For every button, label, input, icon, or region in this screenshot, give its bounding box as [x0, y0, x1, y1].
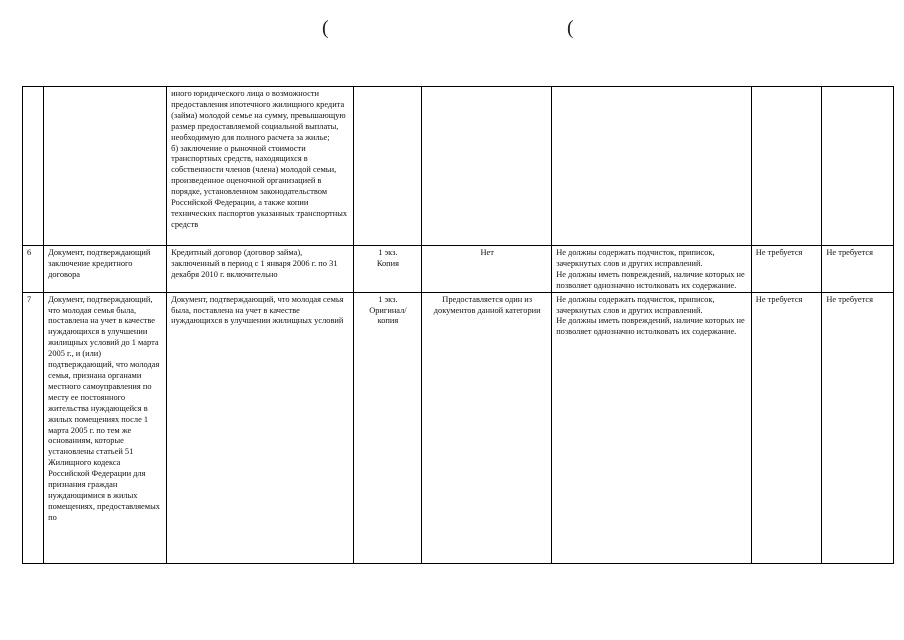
table-row — [23, 246, 894, 293]
copies-cell: 1 экз. Оригинал/ копия — [353, 292, 422, 563]
document-name-cell: Документ, подтверждающий заключение кредитного договора — [44, 246, 167, 293]
requirement-cell-8 — [822, 87, 894, 246]
requirement-cell-8: Не требуется — [822, 292, 894, 563]
document-description-cell: иного юридического лица о возможности предоставления ипотечного жилищного кредита (займа) молодой семье на сумму, превышающую размер предоставляемой социальной выплаты, необходимую для полного расчета за жилье; б) заключение о рыночной стоимости транспортных средств, находящихся в собственности членов (члена) молодой семьи, произведенное оценочной организацией в порядке, установленном законодательством Российской Федерации, а также копии технических паспортов указанных транспортных средств — [167, 87, 353, 246]
requirements-cell: Не должны содержать подчисток, приписок, зачеркнутых слов и других исправлений. Не должны иметь повреждений, наличие которых не позволяет однозначно истолковать их содержание. — [552, 246, 752, 293]
copies-cell: 1 экз. Копия — [353, 246, 422, 293]
document-name-cell — [44, 87, 167, 246]
requirement-cell-8: Не требуется — [822, 246, 894, 293]
requirements-cell: Не должны содержать подчисток, приписок, зачеркнутых слов и других исправлений. Не должны иметь повреждений, наличие которых не позволяет однозначно истолковать их содержание. — [552, 292, 752, 563]
document-name-cell: Документ, подтверждающий, что молодая семья была, поставлена на учет в качестве нуждающихся в улучшении жилищных условий до 1 марта 2005 г., и (или) подтверждающий, что молодая семья, признана органами местного самоуправления по месту ее постоянного жительства нуждающейся в жилых помещениях после 1 марта 2005 г. по тем же основаниям, которые установлены статьей 51 Жилищного кодекса Российской Федерации для признания граждан нуждающимися в жилых помещениях, предоставляемых по — [44, 292, 167, 563]
row-number — [23, 87, 44, 246]
requirement-cell-7: Не требуется — [751, 246, 822, 293]
table-row — [23, 87, 894, 246]
provision-cell: Нет — [422, 246, 552, 293]
requirement-cell-7: Не требуется — [751, 292, 822, 563]
table-row — [23, 292, 894, 563]
provision-cell: Предоставляется один из документов данной категории — [422, 292, 552, 563]
requirements-cell — [552, 87, 752, 246]
document-description-cell: Документ, подтверждающий, что молодая семья была, поставлена на учет в качестве нуждающихся в улучшении жилищных условий — [167, 292, 353, 563]
page-mark-right: ( — [567, 17, 574, 39]
row-number: 6 — [23, 246, 44, 293]
document-description-cell: Кредитный договор (договор займа), заключенный в период с 1 января 2006 г. по 31 декабря 2010 г. включительно — [167, 246, 353, 293]
provision-cell — [422, 87, 552, 246]
row-number: 7 — [23, 292, 44, 563]
page-mark-left: ( — [322, 17, 329, 39]
copies-cell — [353, 87, 422, 246]
documents-table — [22, 86, 894, 564]
requirement-cell-7 — [751, 87, 822, 246]
